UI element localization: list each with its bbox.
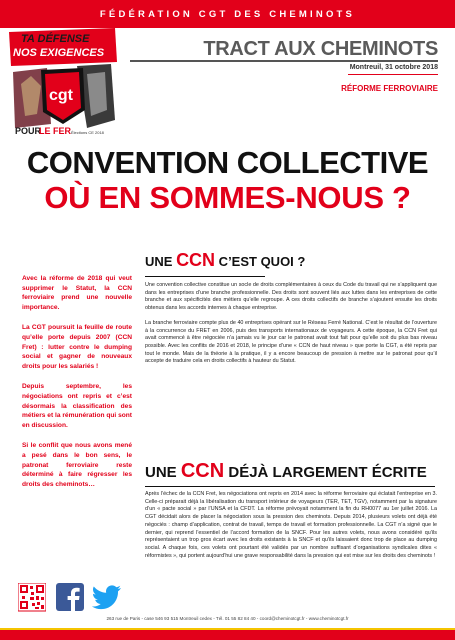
logo-line2: NOS EXIGENCES: [13, 47, 105, 59]
logo-pour: POUR: [15, 126, 42, 136]
logo-badge: cgt: [49, 87, 73, 104]
sidebar-paragraph: La CGT poursuit la feuille de route qu’elle porte depuis 2007 (CCN Fret) : lutter contre le dumping social et gagner de nouveaux droits pour les salariés !: [22, 324, 132, 370]
section2-heading-pre: UNE: [145, 464, 181, 481]
section1-heading-ccn: CCN: [176, 250, 216, 270]
sidebar-paragraph: Depuis septembre, les négociations ont repris et c’est désormais la classification des métiers et la rémunération qui sont en discussion.: [22, 383, 132, 429]
body-paragraph: La branche ferroviaire compte plus de 40 entreprises opérant sur le Réseau Ferré National. C’est le résultat de l’ouverture à la concurrence du FRET en 2006, puis des transports internationaux de voyageurs. A cette époque, la CCN Fret qui avait commencé à être négociée n’a jamais vu le jour car le patronat avait tout fait pour qu’elle soit du plus bas niveau possible. Avec les conflits de 2016 et 2018, le principe d’une « CCN de haut niveau » que porte la CGT, a été repris par tout le monde. Mais de la théorie à la pratique, il y a encore beaucoup de pression à mettre sur le patronat pour qu’il accepte de traduire cela en droits collectifs à hauteur du Statut.: [145, 319, 437, 365]
bottom-stripe: [0, 628, 455, 640]
sidebar-paragraph: Si le conflit que nous avons mené a pesé dans le bon sens, le patronat ferroviaire reste déterminé à faire régresser les droits des cheminots…: [22, 442, 132, 488]
body-paragraph: Une convention collective constitue un socle de droits complémentaires à ceux du Code du travail qui ne s’appliquent que dans les entreprises d’une branche professionnelle. Des droits sont souvent liés aux luttes dans les entreprises de cette branche et aux spécificités des métiers qu’elle regroupe. A ces droits collectifs de branche s’ajoutent ensuite les droits obtenus dans les accords internes à chaque entreprise.: [145, 282, 437, 312]
logo-line1: TA DÉFENSE: [21, 33, 90, 45]
section1-heading: [145, 250, 445, 271]
facebook-icon[interactable]: [56, 583, 84, 611]
headline-line2: OÙ EN SOMMES-NOUS ?: [44, 180, 411, 215]
tract-title: TRACT AUX CHEMINOTS: [203, 38, 438, 60]
category-rule: [348, 74, 438, 75]
section1-heading-post: C’EST QUOI ?: [215, 254, 306, 269]
footer-address: 263 rue de Paris - case 546 93 515 Montreuil cedex - Tél. 01 55 82 84 40 - coord@cheminotcgt.fr - www.cheminotcgt.fr: [106, 616, 349, 621]
section2-body: [145, 491, 437, 567]
section2-underline: [145, 486, 435, 487]
title-rule: [130, 60, 438, 62]
body-paragraph: Après l’échec de la CCN Fret, les négociations ont repris en 2014 avec la réforme ferroviaire qui éclatait l’entreprise en 3. Celle-ci préparait déjà la libéralisation du transport intérieur de voyageurs (TER, TET, TGV), notamment par la signature d’un « pacte social » par l’UNSA et la CFDT. La réforme prévoyait notamment la fin du RH0077 au 1er juillet 2016. La CGT décidait alors de placer la négociation sous la pression des cheminots. Depuis 2014, plusieurs volets ont déjà été négociés : champ d’application, contrat de travail, temps de travail et formation professionnelle. La CGT n’a signé que le dernier, qui reprend l’essentiel de l’accord formation de la SNCF. Pour les autres volets, nous avons considéré qu’ils représentaient un trop gros écart avec les droits existants à la SNCF et qu’ils laissaient donc trop de place au dumping social. A chaque fois, ces volets ont pourtant été validés par un nombre suffisant d’organisations syndicales dites « réformistes », qui portent aujourd’hui une grave responsabilité dans la pression qui est mise sur les droits des cheminots !: [145, 491, 437, 559]
logo-small: Élections CE 2018: [71, 130, 104, 135]
section1-body: [145, 282, 437, 373]
section1-underline: [145, 276, 265, 277]
headline-line1: CONVENTION COLLECTIVE: [26, 145, 429, 180]
section1-heading-pre: UNE: [145, 254, 177, 269]
logo-le-fer: LE FER: [39, 126, 72, 136]
sidebar-paragraph: Avec la réforme de 2018 qui veut supprimer le Statut, la CCN ferroviaire prend une nouvelle importance.: [22, 275, 132, 311]
twitter-icon[interactable]: [92, 585, 122, 611]
publication-date: Montreuil, 31 octobre 2018: [349, 64, 438, 71]
category-label: RÉFORME FERROVIAIRE: [341, 84, 438, 93]
federation-title: FÉDÉRATION CGT DES CHEMINOTS: [99, 9, 356, 20]
section2-heading: [145, 460, 445, 483]
cgt-election-logo: [7, 24, 119, 140]
qr-code-icon[interactable]: [18, 583, 46, 617]
section2-heading-ccn: CCN: [180, 460, 225, 482]
sidebar-column: [22, 274, 132, 500]
section2-heading-post: DÉJÀ LARGEMENT ÉCRITE: [224, 464, 427, 481]
